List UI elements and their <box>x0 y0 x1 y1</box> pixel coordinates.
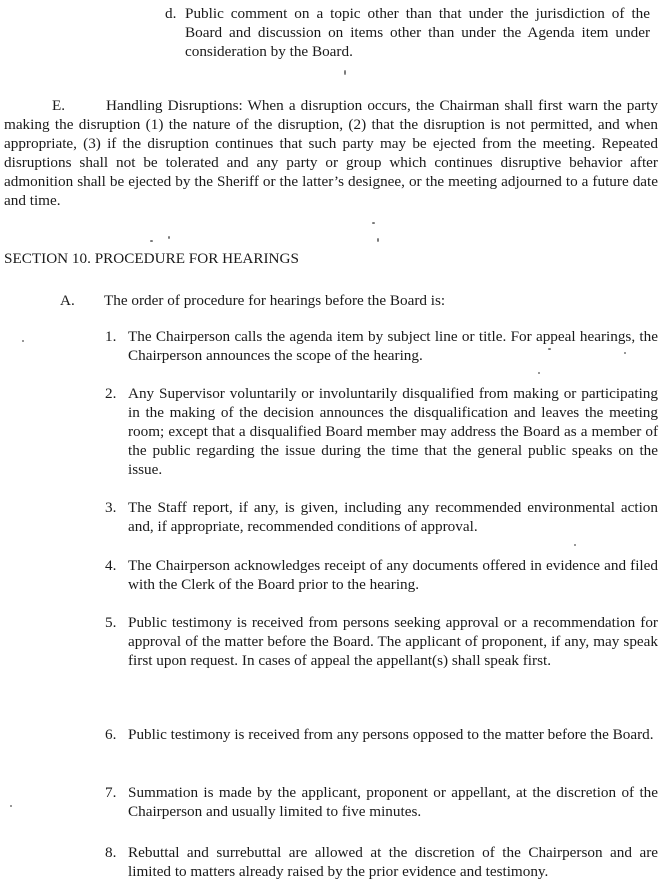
step-3-text: The Staff report, if any, is given, including any recommended environmental action and, if appropriate, recommended conditions of approval. <box>128 499 658 535</box>
item-e-text: Handling Disruptions: When a disruption occurs, the Chairman shall first warn the party making the disruption (1) the nature of the disruption, (2) that the disruption is not permitted, and when appropriate, (3) if the disruption continues that such party may be ejected from the meeting. Repeated disruptions shall not be tolerated and any party or group which continues disruptive behavior after admonition shall be ejected by the Sheriff or the latter’s designee, or the meeting adjourned to a future date and time. <box>4 97 658 209</box>
step-8-number: 8. <box>105 844 117 861</box>
item-d-marker: d. <box>165 5 177 22</box>
scan-speck <box>10 805 12 807</box>
subsection-a-marker: A. <box>60 292 75 309</box>
step-8-text: Rebuttal and surrebuttal are allowed at the discretion of the Chairperson and are limited to matters already raised by the prior evidence and testimony. <box>128 844 658 880</box>
step-5-text: Public testimony is received from persons seeking approval or a recommendation for approval of the matter before the Board. The applicant of proponent, if any, may speak first upon request. In cases of appeal the appellant(s) shall speak first. <box>128 614 658 669</box>
scan-speck <box>372 222 375 224</box>
step-3-number: 3. <box>105 499 117 516</box>
scan-speck <box>538 372 540 374</box>
scan-speck <box>548 348 551 350</box>
step-4-text: The Chairperson acknowledges receipt of any documents offered in evidence and filed with the Clerk of the Board prior to the hearing. <box>128 557 658 593</box>
scan-speck <box>168 236 170 239</box>
scan-speck <box>624 352 626 354</box>
section-heading: SECTION 10. PROCEDURE FOR HEARINGS <box>4 250 299 267</box>
step-2-text: Any Supervisor voluntarily or involuntarily disqualified from making or participating in the making of the decision announces the disqualification and leaves the meeting room; except that a disqualified Board member may address the Board as a member of the public regarding the issue during the time that the general public speaks on the issue. <box>128 385 658 478</box>
step-1-number: 1. <box>105 328 117 345</box>
step-6-text: Public testimony is received from any persons opposed to the matter before the Board. <box>128 726 654 743</box>
scan-speck <box>574 544 576 546</box>
subsection-a-text: The order of procedure for hearings before the Board is: <box>104 292 446 309</box>
step-7-text: Summation is made by the applicant, proponent or appellant, at the discretion of the Chairperson and usually limited to five minutes. <box>128 784 658 820</box>
step-7-number: 7. <box>105 784 117 801</box>
step-5-number: 5. <box>105 614 117 631</box>
step-6-number: 6. <box>105 726 117 743</box>
scan-speck <box>22 340 24 342</box>
item-d-text: Public comment on a topic other than that under the jurisdiction of the Board and discussion on items other than under the Agenda item under consideration by the Board. <box>185 5 650 60</box>
step-2-number: 2. <box>105 385 117 402</box>
item-e-marker: E. <box>52 97 66 114</box>
step-4-number: 4. <box>105 557 117 574</box>
scan-speck <box>377 238 379 242</box>
scan-speck <box>344 70 346 75</box>
step-1-text: The Chairperson calls the agenda item by subject line or title. For appeal hearings, the Chairperson announces the scope of the hearing. <box>128 328 658 364</box>
scan-speck <box>150 240 153 242</box>
